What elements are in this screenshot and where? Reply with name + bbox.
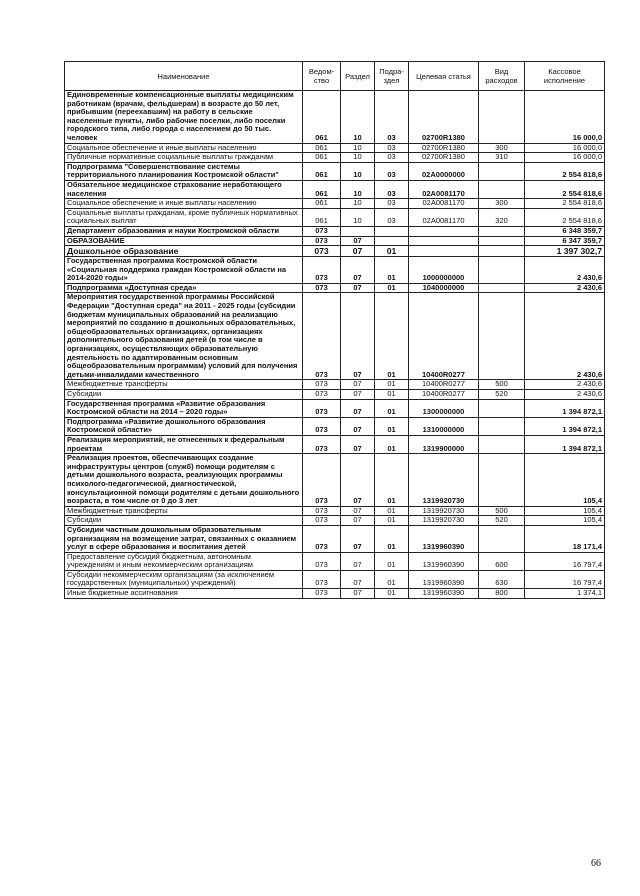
table-row xyxy=(65,525,605,552)
cell-vedomstvo: 073 xyxy=(303,506,341,516)
cell-vid-raskhodov xyxy=(479,162,525,180)
table-row xyxy=(65,506,605,516)
cell-vedomstvo: 073 xyxy=(303,390,341,400)
cell-kassovoe-ispolnenie: 2 430,6 xyxy=(525,283,605,293)
cell-vedomstvo: 073 xyxy=(303,516,341,526)
cell-vedomstvo: 061 xyxy=(303,180,341,198)
cell-vid-raskhodov xyxy=(479,283,525,293)
cell-vid-raskhodov: 630 xyxy=(479,570,525,588)
cell-kassovoe-ispolnenie: 2 554 818,6 xyxy=(525,180,605,198)
cell-name: Обязательное медицинское страхование неработающего населения xyxy=(65,180,303,198)
cell-name: Подпрограмма «Развитие дошкольного образования Костромской области» xyxy=(65,417,303,435)
cell-celevaya-statya: 1310000000 xyxy=(409,417,479,435)
cell-vedomstvo: 073 xyxy=(303,226,341,236)
cell-razdel: 07 xyxy=(341,399,375,417)
table-row xyxy=(65,435,605,453)
cell-name: ОБРАЗОВАНИЕ xyxy=(65,236,303,246)
cell-kassovoe-ispolnenie: 16 000,0 xyxy=(525,91,605,144)
cell-vid-raskhodov: 600 xyxy=(479,552,525,570)
cell-vedomstvo: 073 xyxy=(303,293,341,380)
table-row xyxy=(65,246,605,257)
cell-name: Субсидии некоммерческим организациям (за исключением государственных (муниципальных) учреждений) xyxy=(65,570,303,588)
cell-vid-raskhodov xyxy=(479,180,525,198)
table-row xyxy=(65,454,605,507)
table-row xyxy=(65,208,605,226)
header-celevaya-statya: Целевая статья xyxy=(409,62,479,91)
cell-podrazdel: 03 xyxy=(375,143,409,153)
cell-kassovoe-ispolnenie: 2 430,6 xyxy=(525,380,605,390)
cell-kassovoe-ispolnenie: 2 430,6 xyxy=(525,257,605,284)
cell-celevaya-statya: 1319960390 xyxy=(409,570,479,588)
cell-kassovoe-ispolnenie: 1 394 872,1 xyxy=(525,399,605,417)
cell-vid-raskhodov: 310 xyxy=(479,153,525,163)
cell-celevaya-statya: 10400R0277 xyxy=(409,380,479,390)
cell-kassovoe-ispolnenie: 105,4 xyxy=(525,516,605,526)
cell-vid-raskhodov: 800 xyxy=(479,589,525,599)
cell-podrazdel: 01 xyxy=(375,257,409,284)
cell-name: Субсидии xyxy=(65,516,303,526)
header-podrazdel: Подра-здел xyxy=(375,62,409,91)
cell-razdel: 07 xyxy=(341,589,375,599)
cell-vedomstvo: 073 xyxy=(303,380,341,390)
header-vid-raskhodov: Вид расходов xyxy=(479,62,525,91)
cell-kassovoe-ispolnenie: 2 554 818,6 xyxy=(525,162,605,180)
cell-name: Межбюджетные трансферты xyxy=(65,380,303,390)
cell-razdel: 10 xyxy=(341,208,375,226)
cell-razdel: 07 xyxy=(341,390,375,400)
cell-vedomstvo: 061 xyxy=(303,208,341,226)
cell-vid-raskhodov xyxy=(479,293,525,380)
cell-razdel: 07 xyxy=(341,552,375,570)
cell-celevaya-statya: 02A0000000 xyxy=(409,162,479,180)
cell-razdel: 07 xyxy=(341,506,375,516)
table-row xyxy=(65,552,605,570)
cell-razdel xyxy=(341,226,375,236)
cell-vedomstvo: 073 xyxy=(303,589,341,599)
cell-razdel: 07 xyxy=(341,435,375,453)
cell-celevaya-statya xyxy=(409,236,479,246)
cell-kassovoe-ispolnenie: 6 347 359,7 xyxy=(525,236,605,246)
table-row xyxy=(65,570,605,588)
cell-razdel: 07 xyxy=(341,257,375,284)
cell-vedomstvo: 073 xyxy=(303,570,341,588)
cell-name: Предоставление субсидий бюджетным, автономным учреждениям и иным некоммерческим организациям xyxy=(65,552,303,570)
table-row xyxy=(65,153,605,163)
cell-podrazdel: 01 xyxy=(375,506,409,516)
cell-name: Дошкольное образование xyxy=(65,246,303,257)
cell-celevaya-statya: 1319920730 xyxy=(409,506,479,516)
cell-celevaya-statya: 1319920730 xyxy=(409,454,479,507)
cell-kassovoe-ispolnenie: 1 394 872,1 xyxy=(525,435,605,453)
cell-name: Государственная программа Костромской области «Социальная поддержка граждан Костромской области на 2014-2020 годы» xyxy=(65,257,303,284)
cell-vedomstvo: 073 xyxy=(303,454,341,507)
cell-razdel: 07 xyxy=(341,417,375,435)
cell-celevaya-statya xyxy=(409,246,479,257)
cell-kassovoe-ispolnenie: 2 430,6 xyxy=(525,390,605,400)
cell-name: Субсидии частным дошкольным образовательным организациям на возмещение затрат, связанных с оказанием услуг в сфере образования и воспитания детей xyxy=(65,525,303,552)
cell-kassovoe-ispolnenie: 105,4 xyxy=(525,506,605,516)
cell-podrazdel: 03 xyxy=(375,180,409,198)
cell-vedomstvo: 073 xyxy=(303,246,341,257)
cell-podrazdel: 01 xyxy=(375,380,409,390)
cell-kassovoe-ispolnenie: 18 171,4 xyxy=(525,525,605,552)
cell-podrazdel: 03 xyxy=(375,199,409,209)
cell-celevaya-statya: 1319960390 xyxy=(409,525,479,552)
cell-vid-raskhodov: 500 xyxy=(479,506,525,516)
cell-vid-raskhodov xyxy=(479,525,525,552)
cell-kassovoe-ispolnenie: 6 348 359,7 xyxy=(525,226,605,236)
cell-vedomstvo: 061 xyxy=(303,199,341,209)
cell-razdel: 10 xyxy=(341,153,375,163)
cell-celevaya-statya: 1319920730 xyxy=(409,516,479,526)
cell-vid-raskhodov xyxy=(479,454,525,507)
cell-podrazdel: 01 xyxy=(375,516,409,526)
cell-razdel: 07 xyxy=(341,236,375,246)
cell-celevaya-statya: 02A0081170 xyxy=(409,208,479,226)
cell-podrazdel: 03 xyxy=(375,153,409,163)
cell-razdel: 10 xyxy=(341,143,375,153)
cell-name: Подпрограмма "Совершенствование системы территориального планирования Костромской области" xyxy=(65,162,303,180)
cell-vid-raskhodov: 320 xyxy=(479,208,525,226)
cell-kassovoe-ispolnenie: 1 374,1 xyxy=(525,589,605,599)
cell-kassovoe-ispolnenie: 16 000,0 xyxy=(525,153,605,163)
cell-celevaya-statya: 1040000000 xyxy=(409,283,479,293)
cell-podrazdel: 01 xyxy=(375,390,409,400)
cell-vid-raskhodov xyxy=(479,91,525,144)
table-row xyxy=(65,199,605,209)
cell-vedomstvo: 073 xyxy=(303,525,341,552)
table-row xyxy=(65,91,605,144)
cell-celevaya-statya: 1000000000 xyxy=(409,257,479,284)
cell-vid-raskhodov: 500 xyxy=(479,380,525,390)
cell-podrazdel: 01 xyxy=(375,399,409,417)
cell-kassovoe-ispolnenie: 2 554 818,6 xyxy=(525,199,605,209)
cell-name: Публичные нормативные социальные выплаты гражданам xyxy=(65,153,303,163)
cell-celevaya-statya: 10400R0277 xyxy=(409,390,479,400)
cell-name: Иные бюджетные ассигнования xyxy=(65,589,303,599)
cell-kassovoe-ispolnenie: 16 797,4 xyxy=(525,552,605,570)
cell-podrazdel: 01 xyxy=(375,454,409,507)
header-name: Наименование xyxy=(65,62,303,91)
cell-vid-raskhodov: 520 xyxy=(479,390,525,400)
cell-celevaya-statya: 1300000000 xyxy=(409,399,479,417)
table-header-row xyxy=(65,62,605,91)
cell-vid-raskhodov xyxy=(479,399,525,417)
cell-podrazdel: 01 xyxy=(375,435,409,453)
cell-celevaya-statya: 02700R1380 xyxy=(409,153,479,163)
cell-celevaya-statya: 1319960390 xyxy=(409,552,479,570)
cell-vid-raskhodov xyxy=(479,417,525,435)
cell-razdel: 07 xyxy=(341,293,375,380)
cell-celevaya-statya: 10400R0277 xyxy=(409,293,479,380)
cell-podrazdel xyxy=(375,236,409,246)
cell-podrazdel: 03 xyxy=(375,208,409,226)
cell-podrazdel: 01 xyxy=(375,525,409,552)
table-row xyxy=(65,589,605,599)
cell-name: Государственная программа «Развитие образования Костромской области на 2014 – 2020 годы» xyxy=(65,399,303,417)
cell-podrazdel: 01 xyxy=(375,589,409,599)
cell-vedomstvo: 061 xyxy=(303,91,341,144)
cell-podrazdel: 01 xyxy=(375,552,409,570)
cell-vid-raskhodov xyxy=(479,435,525,453)
cell-vedomstvo: 061 xyxy=(303,143,341,153)
cell-podrazdel: 01 xyxy=(375,246,409,257)
header-vedomstvo: Ведом-ство xyxy=(303,62,341,91)
cell-podrazdel: 03 xyxy=(375,162,409,180)
cell-celevaya-statya xyxy=(409,226,479,236)
cell-podrazdel: 01 xyxy=(375,293,409,380)
cell-podrazdel: 01 xyxy=(375,283,409,293)
cell-kassovoe-ispolnenie: 1 397 302,7 xyxy=(525,246,605,257)
table-row xyxy=(65,283,605,293)
cell-razdel: 07 xyxy=(341,283,375,293)
table-body xyxy=(65,91,605,599)
cell-name: Межбюджетные трансферты xyxy=(65,506,303,516)
cell-razdel: 10 xyxy=(341,91,375,144)
table-row xyxy=(65,143,605,153)
cell-razdel: 10 xyxy=(341,162,375,180)
cell-celevaya-statya: 1319960390 xyxy=(409,589,479,599)
cell-name: Реализация мероприятий, не отнесенных к федеральным проектам xyxy=(65,435,303,453)
cell-razdel: 07 xyxy=(341,454,375,507)
cell-podrazdel: 01 xyxy=(375,417,409,435)
table-row xyxy=(65,257,605,284)
cell-vid-raskhodov: 300 xyxy=(479,199,525,209)
cell-vedomstvo: 073 xyxy=(303,417,341,435)
cell-vedomstvo: 073 xyxy=(303,435,341,453)
cell-podrazdel: 01 xyxy=(375,570,409,588)
cell-vid-raskhodov xyxy=(479,226,525,236)
table-row xyxy=(65,417,605,435)
cell-name: Реализация проектов, обеспечивающих создание инфраструктуры центров (служб) помощи родителям с детьми дошкольного возраста, реализующих программы психолого-педагогической, диагностической, консультационной помощи родителям с детьми дошкольного возраста, в том числе от 0 до 3 лет xyxy=(65,454,303,507)
cell-name: Субсидии xyxy=(65,390,303,400)
cell-celevaya-statya: 1319900000 xyxy=(409,435,479,453)
table-row xyxy=(65,380,605,390)
page-number: 66 xyxy=(591,858,601,869)
cell-kassovoe-ispolnenie: 2 554 818,6 xyxy=(525,208,605,226)
cell-razdel: 07 xyxy=(341,246,375,257)
cell-vid-raskhodov: 300 xyxy=(479,143,525,153)
table-row xyxy=(65,399,605,417)
cell-celevaya-statya: 02A0081170 xyxy=(409,180,479,198)
cell-podrazdel xyxy=(375,226,409,236)
cell-name: Мероприятия государственной программы Российской Федерации "Доступная среда" на 2011 - 2025 годы (субсидии бюджетам муниципальных образований на реализацию мероприятий по созданию в дошкольных образовательных, общеобразовательных организациях, организациях дополнительного образования детей (в том числе в организациях, осуществляющих образовательную деятельность по адаптированным основным общеобразовательным программам) условий для получения детьми-инвалидами качественного xyxy=(65,293,303,380)
header-kassovoe-ispolnenie: Кассовое исполнение xyxy=(525,62,605,91)
cell-vid-raskhodov: 520 xyxy=(479,516,525,526)
cell-name: Социальное обеспечение и иные выплаты населению xyxy=(65,143,303,153)
cell-razdel: 07 xyxy=(341,570,375,588)
table-row xyxy=(65,293,605,380)
cell-name: Департамент образования и науки Костромской области xyxy=(65,226,303,236)
cell-vid-raskhodov xyxy=(479,246,525,257)
cell-kassovoe-ispolnenie: 16 000,0 xyxy=(525,143,605,153)
cell-razdel: 07 xyxy=(341,525,375,552)
cell-vid-raskhodov xyxy=(479,257,525,284)
cell-kassovoe-ispolnenie: 105,4 xyxy=(525,454,605,507)
table-row xyxy=(65,180,605,198)
cell-kassovoe-ispolnenie: 16 797,4 xyxy=(525,570,605,588)
cell-name: Подпрограмма «Доступная среда» xyxy=(65,283,303,293)
cell-razdel: 07 xyxy=(341,516,375,526)
cell-kassovoe-ispolnenie: 1 394 872,1 xyxy=(525,417,605,435)
cell-celevaya-statya: 02700R1380 xyxy=(409,91,479,144)
budget-table xyxy=(64,61,605,599)
cell-razdel: 10 xyxy=(341,180,375,198)
table-row xyxy=(65,516,605,526)
cell-celevaya-statya: 02A0081170 xyxy=(409,199,479,209)
cell-vedomstvo: 073 xyxy=(303,399,341,417)
cell-name: Социальные выплаты гражданам, кроме публичных нормативных социальных выплат xyxy=(65,208,303,226)
table-row xyxy=(65,236,605,246)
cell-vedomstvo: 073 xyxy=(303,257,341,284)
table-row xyxy=(65,162,605,180)
cell-vedomstvo: 061 xyxy=(303,162,341,180)
table-row xyxy=(65,390,605,400)
cell-vedomstvo: 073 xyxy=(303,552,341,570)
table-row xyxy=(65,226,605,236)
cell-name: Социальное обеспечение и иные выплаты населению xyxy=(65,199,303,209)
header-razdel: Раздел xyxy=(341,62,375,91)
cell-razdel: 07 xyxy=(341,380,375,390)
cell-vedomstvo: 073 xyxy=(303,236,341,246)
cell-kassovoe-ispolnenie: 2 430,6 xyxy=(525,293,605,380)
cell-vid-raskhodov xyxy=(479,236,525,246)
cell-razdel: 10 xyxy=(341,199,375,209)
cell-podrazdel: 03 xyxy=(375,91,409,144)
cell-celevaya-statya: 02700R1380 xyxy=(409,143,479,153)
cell-vedomstvo: 073 xyxy=(303,283,341,293)
cell-name: Единовременные компенсационные выплаты медицинским работникам (врачам, фельдшерам) в возрасте до 50 лет, прибывшим (переехавшим) на работу в сельские населенные пункты, либо рабочие поселки, либо поселки городского типа, либо города с населением до 50 тыс. человек xyxy=(65,91,303,144)
cell-vedomstvo: 061 xyxy=(303,153,341,163)
